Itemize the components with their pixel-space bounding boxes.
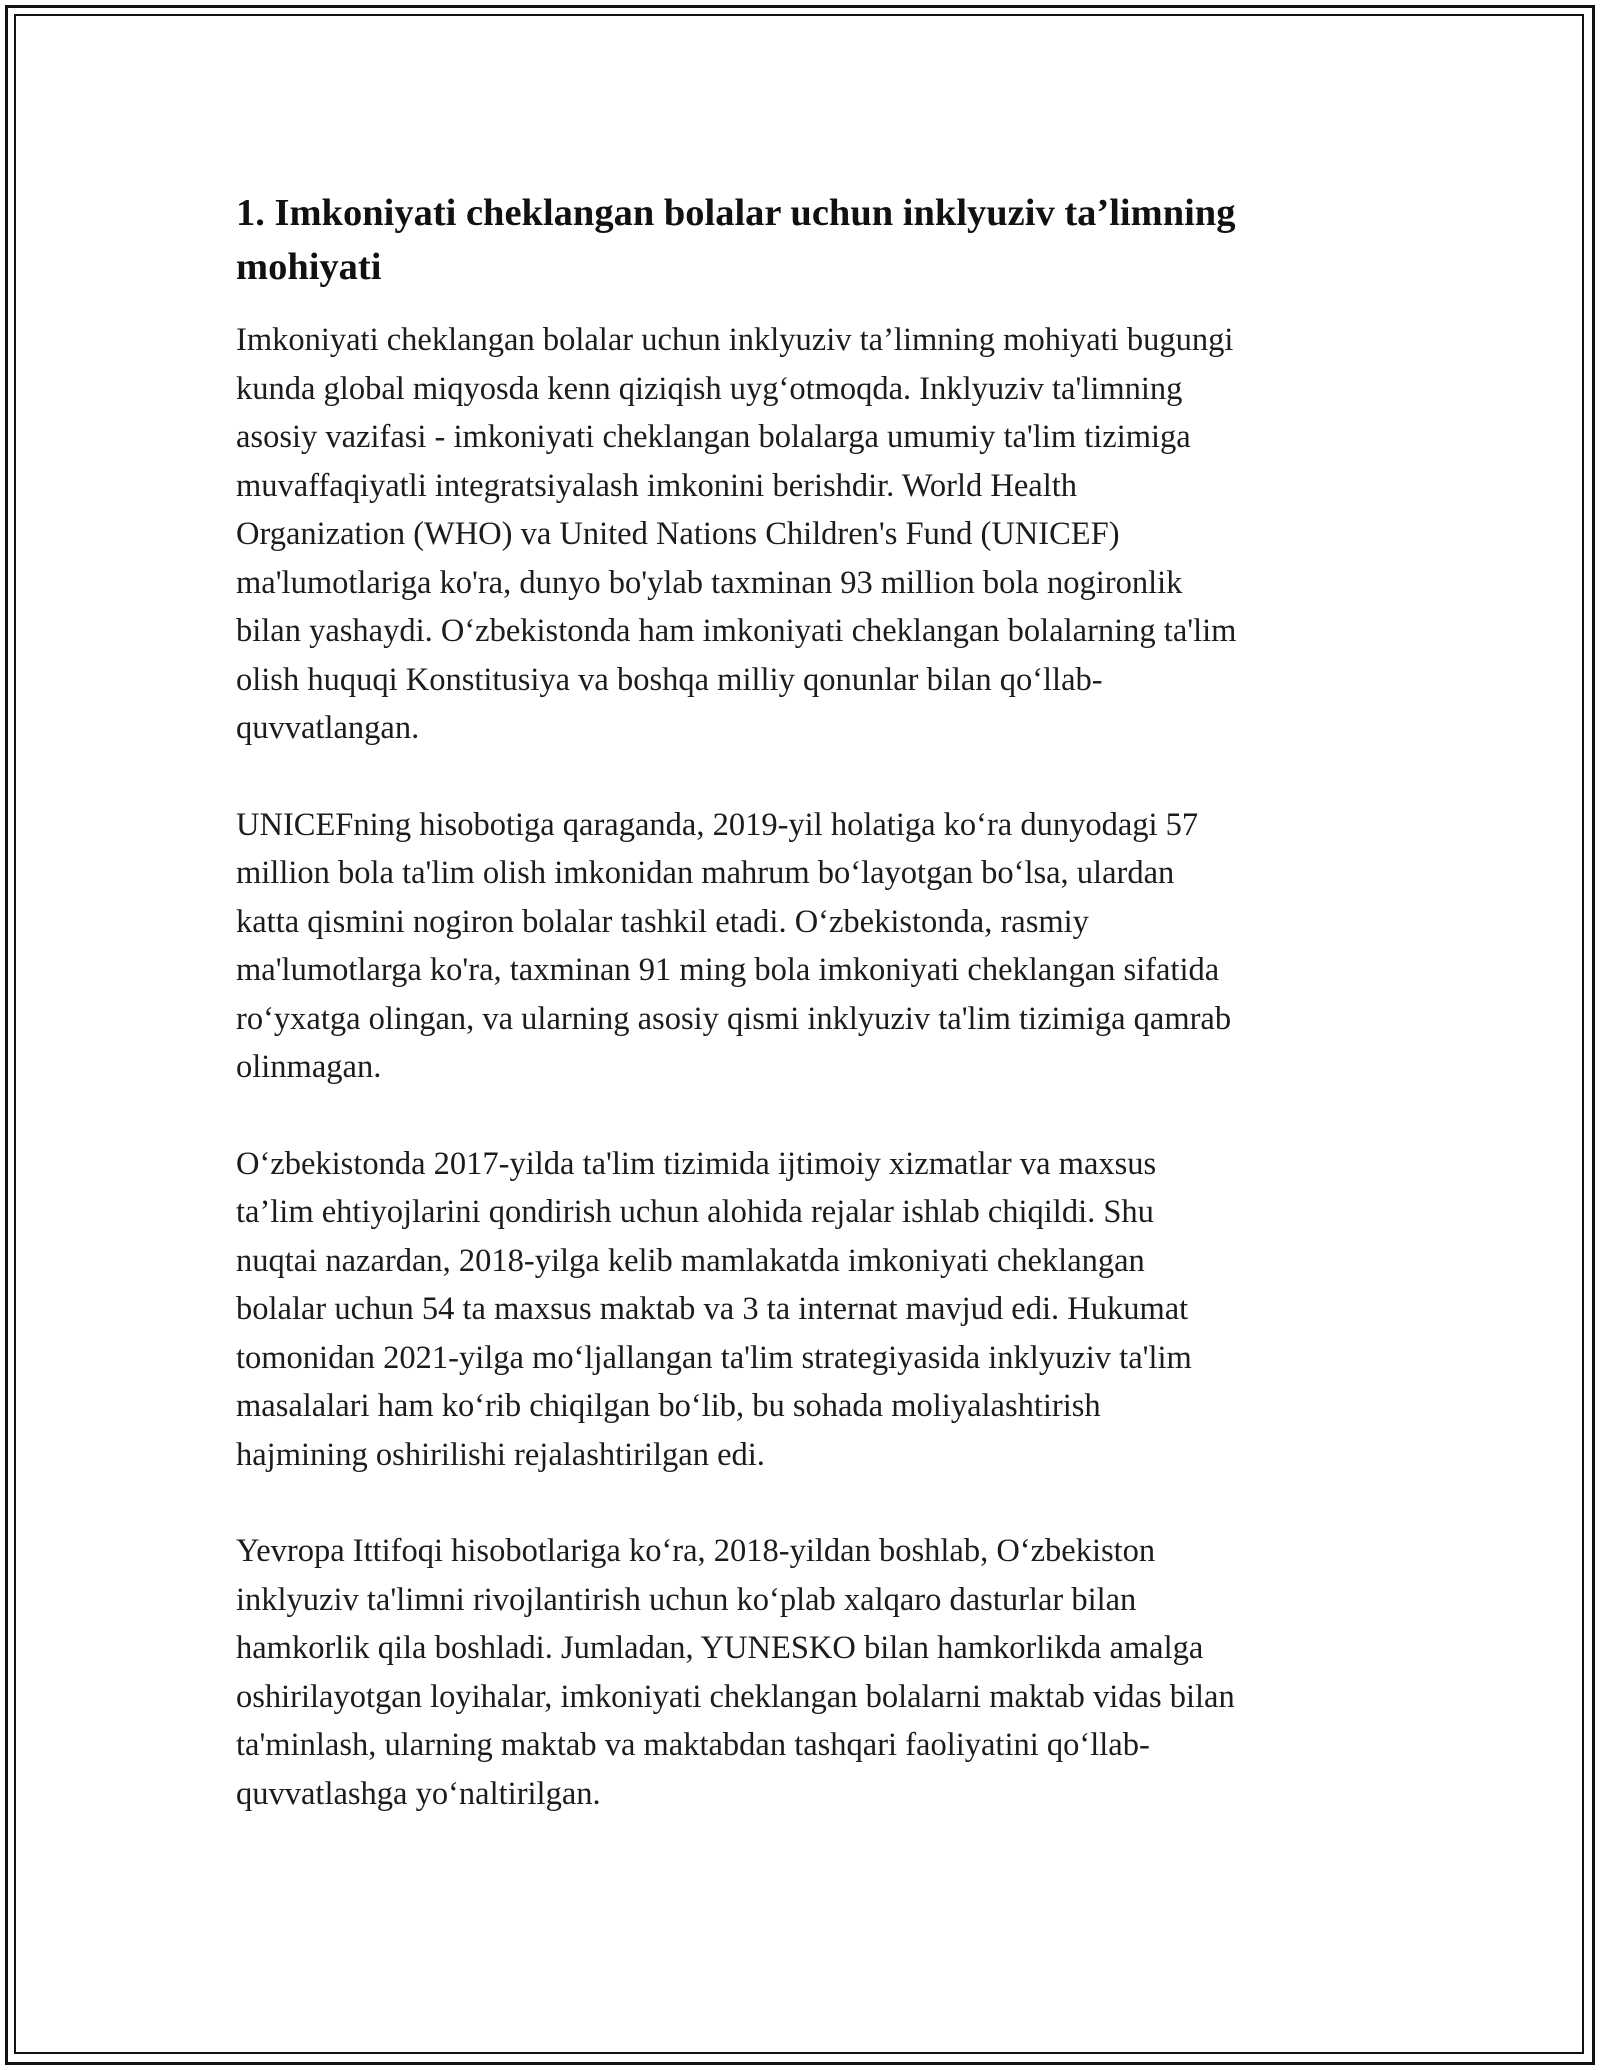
paragraph-line: ta’lim ehtiyojlarini qondirish uchun alohida rejalar ishlab chiqildi. Shu	[236, 1194, 1154, 1230]
paragraph-line: ta'minlash, ularning maktab va maktabdan tashqari faoliyatini qo‘llab-	[236, 1727, 1150, 1763]
paragraph-line: Organization (WHO) va United Nations Children's Fund (UNICEF)	[236, 516, 1120, 552]
paragraph-line: hamkorlik qila boshladi. Jumladan, YUNESKO bilan hamkorlikda amalga	[236, 1630, 1204, 1666]
heading-line: mohiyati	[236, 246, 382, 288]
section-heading	[236, 186, 1386, 294]
paragraph-4	[236, 1527, 1386, 1818]
paragraph-line: olish huquqi Konstitusiya va boshqa milliy qonunlar bilan qo‘llab-	[236, 661, 1103, 698]
paragraph-line: katta qismini nogiron bolalar tashkil etadi. O‘zbekistonda, rasmiy	[236, 903, 1089, 940]
paragraph-line: quvvatlangan.	[236, 710, 420, 746]
paragraph-line: nuqtai nazardan, 2018-yilga kelib mamlakatda imkoniyati cheklangan	[236, 1242, 1145, 1279]
paragraph-line: kunda global miqyosda kenn qiziqish uyg‘otmoqda. Inklyuziv ta'limning	[236, 370, 1183, 407]
paragraph-line: million bola ta'lim olish imkonidan mahrum bo‘layotgan bo‘lsa, ulardan	[236, 855, 1175, 891]
paragraph-line: muvaffaqiyatli integratsiyalash imkonini berishdir. World Health	[236, 467, 1078, 504]
paragraph-line: UNICEFning hisobotiga qaraganda, 2019-yil holatiga ko‘ra dunyodagi 57	[236, 806, 1199, 843]
paragraph-line: quvvatlashga yo‘naltirilgan.	[236, 1775, 601, 1812]
paragraph-line: ma'lumotlarga ko'ra, taxminan 91 ming bola imkoniyati cheklangan sifatida	[236, 952, 1220, 988]
paragraph-line: asosiy vazifasi - imkoniyati cheklangan bolalarga umumiy ta'lim tizimiga	[236, 419, 1191, 455]
paragraph-line: O‘zbekistonda 2017-yilda ta'lim tizimida ijtimoiy xizmatlar va maxsus	[236, 1145, 1157, 1182]
document-body	[236, 186, 1386, 1866]
heading-line: 1. Imkoniyati cheklangan bolalar uchun inklyuziv ta’limning	[236, 192, 1236, 234]
paragraph-line: masalalari ham ko‘rib chiqilgan bo‘lib, bu sohada moliyalashtirish	[236, 1388, 1101, 1424]
paragraph-line: bilan yashaydi. O‘zbekistonda ham imkoniyati cheklangan bolalarning ta'lim	[236, 613, 1237, 649]
paragraph-line: ro‘yxatga olingan, va ularning asosiy qismi inklyuziv ta'lim tizimiga qamrab	[236, 1000, 1232, 1037]
paragraph-line: tomonidan 2021-yilga mo‘ljallangan ta'lim strategiyasida inklyuziv ta'lim	[236, 1339, 1192, 1376]
paragraph-line: bolalar uchun 54 ta maxsus maktab va 3 ta internat mavjud edi. Hukumat	[236, 1291, 1189, 1327]
paragraph-line: oshirilayotgan loyihalar, imkoniyati cheklangan bolalarni maktab vidas bilan	[236, 1678, 1235, 1715]
paragraph-2	[236, 801, 1386, 1092]
paragraph-1	[236, 316, 1386, 753]
paragraph-line: Imkoniyati cheklangan bolalar uchun inklyuziv ta’limning mohiyati bugungi	[236, 322, 1234, 358]
paragraph-line: ma'lumotlariga ko'ra, dunyo bo'ylab taxminan 93 million bola nogironlik	[236, 564, 1183, 601]
paragraph-line: inklyuziv ta'limni rivojlantirish uchun ko‘plab xalqaro dasturlar bilan	[236, 1581, 1137, 1618]
paragraph-line: hajmining oshirilishi rejalashtirilgan edi.	[236, 1436, 765, 1473]
paragraph-line: Yevropa Ittifoqi hisobotlariga ko‘ra, 2018-yildan boshlab, O‘zbekiston	[236, 1533, 1156, 1569]
paragraph-line: olinmagan.	[236, 1049, 382, 1085]
paragraph-3	[236, 1140, 1386, 1480]
